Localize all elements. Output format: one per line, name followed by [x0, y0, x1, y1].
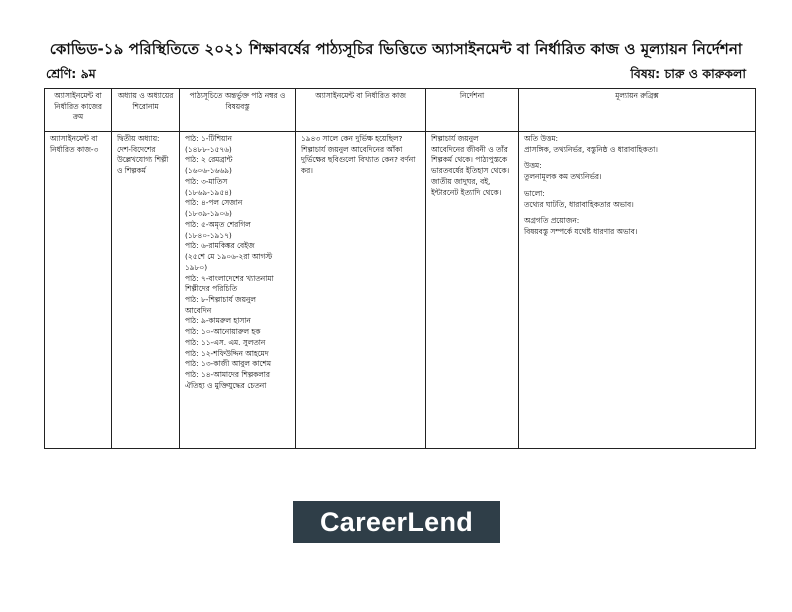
rubric-title: উত্তম:: [524, 161, 542, 171]
rubric-title: ভালো:: [524, 188, 545, 198]
lesson-line: পাঠ: ১০-আনোয়ারুল হক: [185, 327, 261, 337]
lesson-line: শিল্পীদের পরিচিতি: [185, 284, 238, 294]
assignment-table: [44, 88, 756, 449]
rubric-body: প্রাসঙ্গিক, তথ্যনির্ভর, বস্তুনিষ্ঠ ও ধারাবাহিকতা।: [524, 144, 658, 154]
lesson-line: পাঠ: ৪-পল সেজান: [185, 198, 243, 208]
lesson-line: (১৮৩৯-১৯০৬): [185, 209, 232, 219]
class-label: শ্রেণি: ৯ম: [46, 66, 96, 81]
cell-assignment: ১৯৪৩ সালে কেন দুর্ভিক্ষ হয়েছিল? শিল্পাচার্য জয়নুল আবেদিনের আঁকা দুর্ভিক্ষের ছবিগুলো বিখ্যাত কেন? বর্ণনা কর।: [296, 132, 426, 449]
lesson-line: পাঠ: ১৩-কাজী আবুল কাশেম: [185, 359, 271, 369]
rubric-body: তুলনামূলক কম তথ্যনির্ভর।: [524, 172, 602, 182]
lesson-line: (২৫শে মে ১৯০৬-২রা আগস্ট: [185, 252, 273, 262]
lesson-line: পাঠ: ৬-রামকিঙ্কর বেইজ: [185, 241, 255, 251]
lesson-line: (১৮৬৯-১৯৫৪): [185, 187, 232, 197]
lesson-line: পাঠ: ২ রেমব্রান্ট: [185, 155, 233, 165]
header-order: অ্যাসাইনমেন্ট বা নির্ধারিত কাজের ক্রম: [45, 89, 112, 132]
cell-rubrics: [519, 132, 756, 449]
cell-lessons: [180, 132, 296, 449]
header-rubrics: মূল্যায়ন রুব্রিক্স: [519, 89, 756, 132]
subject-label: বিষয়: চারু ও কারুকলা: [630, 66, 746, 81]
table-header-row: [45, 89, 756, 132]
lesson-line: পাঠ: ৫-অমৃত শেরগিল: [185, 219, 251, 229]
lesson-line: (১৮৪০-১৯১৭): [185, 230, 232, 240]
rubric-title: অগ্রগতি প্রয়োজন:: [524, 216, 580, 226]
lesson-line: পাঠ: ১১-এস. এম. সুলতান: [185, 337, 266, 347]
header-lessons: পাঠ্যসূচিতে অন্তর্ভুক্ত পাঠ নম্বর ও বিষয়বস্তু: [180, 89, 296, 132]
lesson-line: (১৪৮৮-১৫৭৬): [185, 144, 232, 154]
lesson-line: পাঠ: ১২-শফিউদ্দিন আহমেদ: [185, 348, 269, 358]
header-assignment: অ্যাসাইনমেন্ট বা নির্ধারিত কাজ: [296, 89, 426, 132]
lesson-line: ১৯৮০): [185, 262, 208, 272]
lesson-line: পাঠ: ১-টিশিয়ান: [185, 134, 232, 143]
lesson-line: আবেদিন: [185, 305, 212, 315]
table-row: [45, 132, 756, 449]
rubric-body: তথ্যের ঘাটতি, ধারাবাহিকতার অভাব।: [524, 199, 634, 209]
careerlend-logo: CareerLend: [293, 501, 500, 543]
lesson-line: পাঠ: ১৪-আমাদের শিল্পকলার: [185, 370, 270, 380]
lesson-line: পাঠ: ৭-বাংলাদেশের খ্যাতনামা: [185, 273, 274, 283]
lesson-line: (১৬০৬-১৬৬৯): [185, 166, 232, 176]
lesson-line: ঐতিহ্য ও মুক্তিযুদ্ধের চেতনা: [185, 380, 267, 390]
rubric-title: অতি উত্তম:: [524, 134, 559, 143]
lesson-line: পাঠ: ৩-মাতিস: [185, 176, 228, 186]
rubric-body: বিষয়বস্তু সম্পর্কে যথেষ্ট ধারণার অভাব।: [524, 227, 638, 237]
header-instruction: নির্দেশনা: [426, 89, 519, 132]
cell-chapter: দ্বিতীয় অধ্যায়: দেশ-বিদেশের উল্লেখযোগ্য শিল্পী ও শিল্পকর্ম: [112, 132, 180, 449]
lesson-line: পাঠ: ৮-শিল্পাচার্য জয়নুল: [185, 295, 256, 305]
cell-instruction: শিল্পাচার্য জয়নুল আবেদিনের জীবনী ও তাঁর শিল্পকর্ম থেকে। পাঠ্যপুস্তকে ভারতবর্ষের ইতিহাস থেকে। জাতীয় জাদুঘর, বই, ইন্টারনেট ইত্যাদি থেকে।: [426, 132, 519, 449]
document-title: কোভিড-১৯ পরিস্থিতিতে ২০২১ শিক্ষাবর্ষের পাঠ্যসূচির ভিত্তিতে অ্যাসাইনমেন্ট বা নির্ধারিত কাজ ও মূল্যায়ন নির্দেশনা: [49, 40, 743, 58]
cell-order: অ্যাসাইনমেন্ট বা নির্ধারিত কাজ-৩: [45, 132, 112, 449]
lesson-line: পাঠ: ৯-কামরুল হাসান: [185, 316, 251, 326]
header-chapter: অধ্যায় ও অধ্যায়ের শিরোনাম: [112, 89, 180, 132]
